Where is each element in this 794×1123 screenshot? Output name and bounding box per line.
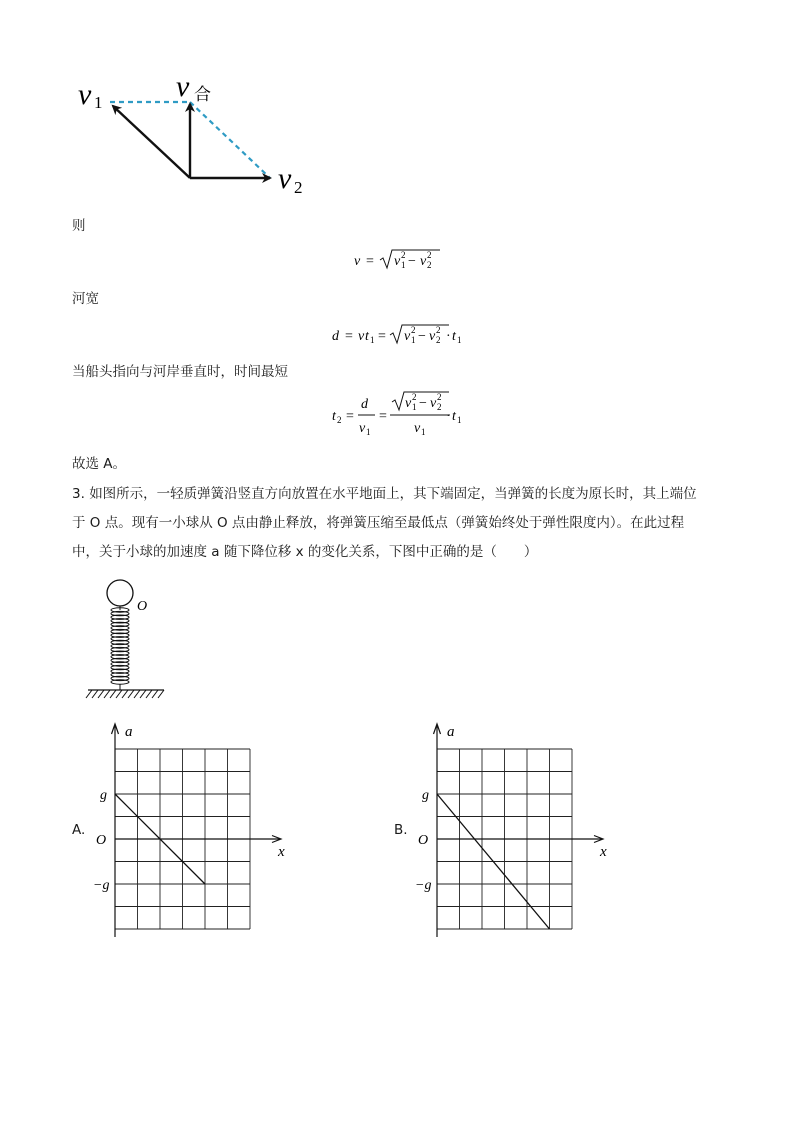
hatch-line [110,690,116,698]
y-axis-label: a [447,724,455,740]
y-tick-label: g [100,788,107,803]
svg-text:v: v [414,421,421,436]
v2-label: v [278,162,292,195]
svg-text:1: 1 [366,427,371,437]
question-line-3: 中，关于小球的加速度 a 随下降位移 x 的变化关系，下图中正确的是（ ） [72,544,538,560]
svg-text:−: − [419,396,427,411]
y-tick-label: O [96,833,107,848]
svg-text:1: 1 [412,402,417,412]
v1-subscript: 1 [94,93,103,112]
option-b-chart [410,718,610,943]
hatch-line [86,690,92,698]
svg-text:=: = [378,329,386,344]
hatch-line [104,690,110,698]
svg-text:1: 1 [411,335,416,345]
y-tick-label: −g [93,878,110,893]
svg-text:v: v [359,421,366,436]
solution-shortest-time: 当船头指向与河岸垂直时，时间最短 [72,364,288,380]
option-a-chart [88,718,288,943]
dashed-parallelogram-side [190,102,270,178]
hatch-line [92,690,98,698]
option-b-label: B. [394,822,408,838]
svg-text:d: d [361,397,368,412]
hatch-line [122,690,128,698]
svg-text:=: = [345,329,353,344]
svg-text:v: v [405,396,412,411]
solution-river-width: 河宽 [72,291,99,307]
question-line-2: 于 O 点。现有一小球从 O 点由静止释放，将弹簧压缩至最低点（弹簧始终处于弹性限度内）。在此过程 [72,515,685,531]
spring-o-label: O [137,599,148,614]
svg-text:2: 2 [427,250,432,260]
hatch-line [128,690,134,698]
svg-text:v: v [430,396,437,411]
ground-hatch [86,690,164,698]
svg-text:·: · [446,409,451,424]
hatch-line [146,690,152,698]
ball [107,580,133,606]
svg-text:1: 1 [457,335,462,345]
equation-3 [328,388,468,440]
svg-text:v: v [404,329,411,344]
equation-1 [350,246,450,276]
svg-text:−: − [408,254,416,269]
svg-text:1: 1 [421,427,426,437]
y-tick-label: −g [415,878,432,893]
svg-text:−: − [418,329,426,344]
svg-text:2: 2 [427,260,432,270]
x-axis-label: x [600,844,607,860]
svg-text:=: = [366,254,374,269]
equation-2 [328,320,468,350]
question-3 [72,480,722,567]
svg-text:2: 2 [437,392,442,402]
svg-text:2: 2 [436,325,441,335]
svg-text:1: 1 [401,260,406,270]
v2-subscript: 2 [294,178,303,197]
y-tick-label: g [422,788,429,803]
svg-text:v: v [429,329,436,344]
svg-text:1: 1 [457,415,462,425]
svg-text:t: t [452,329,456,344]
hatch-line [140,690,146,698]
svg-text:2: 2 [337,415,342,425]
svg-text:v: v [358,329,365,344]
question-line-1: 3. 如图所示，一轻质弹簧沿竖直方向放置在水平地面上，其下端固定，当弹簧的长度为原长时，其上端位 [72,486,697,502]
svg-text:t: t [452,409,456,424]
y-axis-label: a [125,724,133,740]
x-axis-label: x [278,844,285,860]
svg-text:=: = [346,409,354,424]
svg-text:1: 1 [370,335,375,345]
svg-text:d: d [332,329,339,344]
solution-then: 则 [72,218,86,234]
hatch-line [116,690,122,698]
option-a-label: A. [72,822,86,838]
solution-answer: 故选 A。 [72,456,127,472]
svg-text:2: 2 [437,402,442,412]
hatch-line [152,690,158,698]
svg-text:v: v [420,254,427,269]
svg-text:v: v [394,254,401,269]
svg-text:·: · [446,329,451,344]
velocity-vector-diagram [70,64,320,204]
svg-text:v: v [354,254,361,269]
v-resultant-label: v [176,70,190,103]
svg-text:t: t [365,329,369,344]
v-resultant-subscript: 合 [194,85,211,105]
svg-text:t: t [332,409,336,424]
hatch-line [134,690,140,698]
hatch-line [158,690,164,698]
v1-arrow [113,106,190,178]
y-tick-label: O [418,833,429,848]
v1-label: v [78,78,92,111]
svg-text:2: 2 [401,250,406,260]
svg-text:=: = [379,409,387,424]
svg-text:2: 2 [412,392,417,402]
svg-text:2: 2 [411,325,416,335]
spring-figure [84,576,184,706]
hatch-line [98,690,104,698]
spring-coils [111,606,129,690]
svg-text:2: 2 [436,335,441,345]
